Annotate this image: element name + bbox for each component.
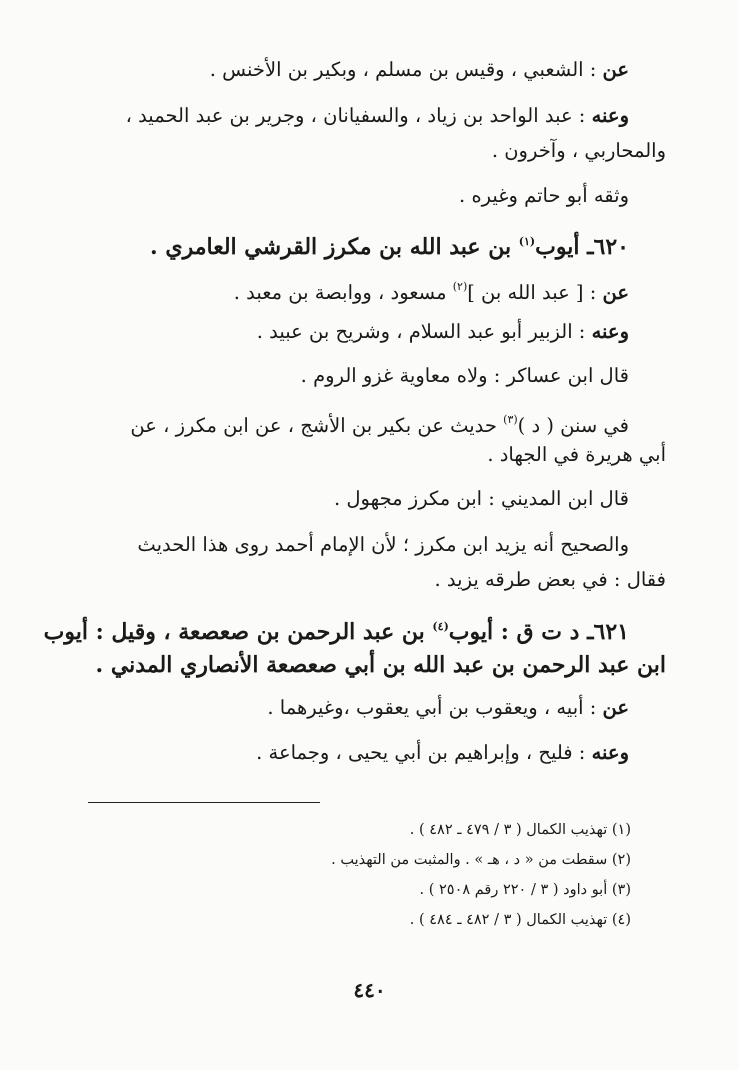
footnote: (٤) تهذيب الكمال ( ٣ / ٤٨٢ ـ ٤٨٤ ) . <box>409 912 631 928</box>
text-line: عن : أبيه ، ويعقوب بن أبي يعقوب ،وغيرهما . <box>267 696 629 719</box>
entry-heading: ٦٢٠ـ أيوب$^{(١)}$ بن عبد الله بن مكرز القرشي العامري . <box>150 234 629 260</box>
footnote-ref: (٣) <box>503 413 518 426</box>
text-line: والمحاربي ، وآخرون . <box>491 139 666 162</box>
footnote-ref: (١) <box>518 235 536 248</box>
entry-heading: ٦٢١ـ د ت ق : أيوب$^{(٤)}$ بن عبد الرحمن بن صعصعة ، وقيل : أيوب <box>43 619 629 645</box>
text-line: وثقه أبو حاتم وغيره . <box>459 184 629 207</box>
footnote: (٣) أبو داود ( ٣ / ٢٢٠ رقم ٢٥٠٨ ) . <box>419 882 631 898</box>
text-line: في سنن ( د )$^{(٣)}$ حديث عن بكير بن الأشج ، عن ابن مكرز ، عن <box>130 413 629 437</box>
text-line: وعنه : الزبير أبو عبد السلام ، وشريح بن عبيد . <box>256 320 629 343</box>
entry-heading-cont: ابن عبد الرحمن بن عبد الله بن أبي صعصعة الأنصاري المدني . <box>95 652 666 678</box>
text-line: قال ابن عساكر : ولاه معاوية غزو الروم . <box>300 364 629 387</box>
text-line: عن : [ عبد الله بن ]$^{(٢)}$ مسعود ، ووابصة بن معبد . <box>233 280 629 304</box>
text-line: قال ابن المديني : ابن مكرز مجهول . <box>333 487 629 510</box>
footnote-ref: (٢) <box>452 280 468 293</box>
text-line: عن : الشعبي ، وقيس بن مسلم ، وبكير بن الأخنس . <box>209 58 629 81</box>
page-number: ٤٤٠ <box>353 978 386 1002</box>
text-line: أبي هريرة في الجهاد . <box>487 443 666 466</box>
footnote: (٢) سقطت من « د ، هـ » . والمثبت من التهذيب . <box>331 852 631 868</box>
text-line: وعنه : فليح ، وإبراهيم بن أبي يحيى ، وجماعة . <box>256 741 629 764</box>
text-line: فقال : في بعض طرقه يزيد . <box>434 568 666 591</box>
footnote: (١) تهذيب الكمال ( ٣ / ٤٧٩ ـ ٤٨٢ ) . <box>409 822 631 838</box>
text-line: وعنه : عبد الواحد بن زياد ، والسفيانان ، وجرير بن عبد الحميد ، <box>125 104 629 127</box>
footnote-ref: (٤) <box>432 620 449 633</box>
footnotes <box>95 0 631 1070</box>
text-line: والصحيح أنه يزيد ابن مكرز ؛ لأن الإمام أحمد روى هذا الحديث <box>137 533 629 556</box>
